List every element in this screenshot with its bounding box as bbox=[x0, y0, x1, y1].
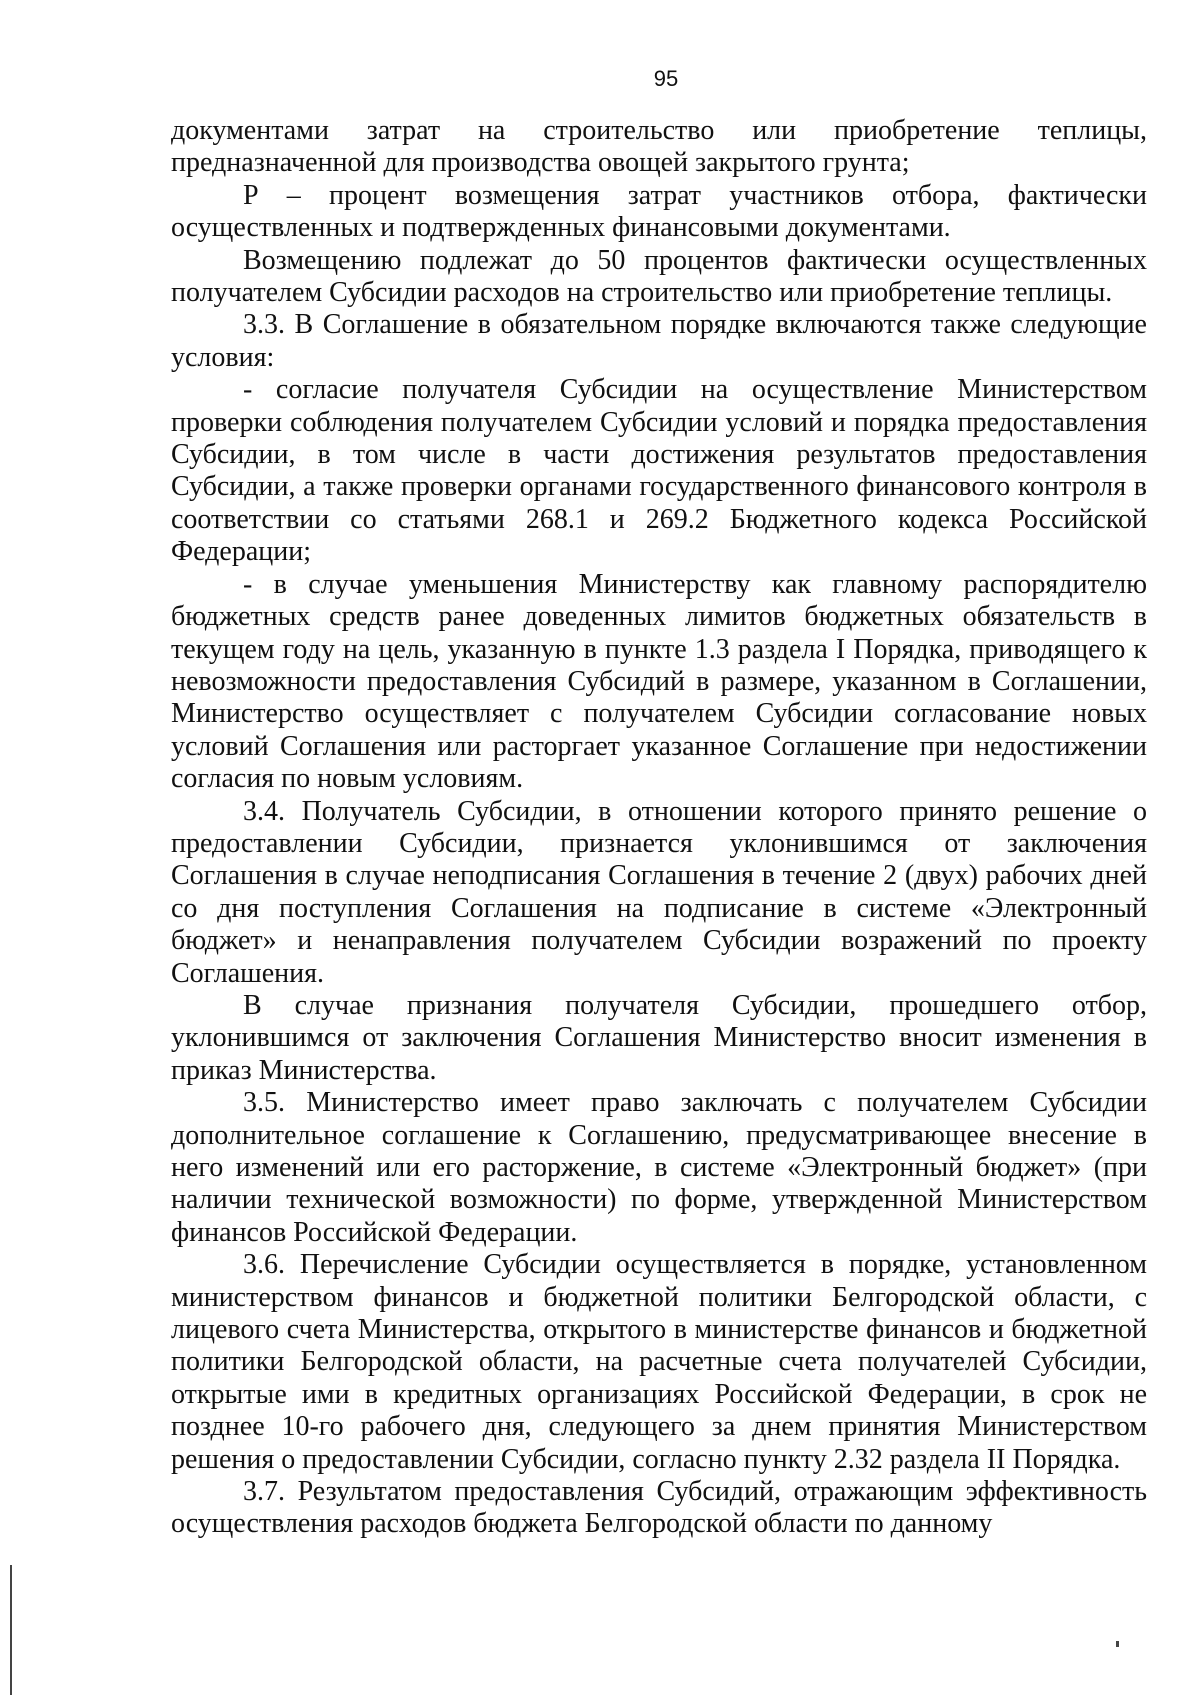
paragraph: документами затрат на строительство или приобретение теплицы, предназначенной для производства овощей закрытого грунта; bbox=[171, 115, 1147, 179]
paragraph: 3.6. Перечисление Субсидии осуществляется в порядке, установленном министерством финансов и бюджетной политики Белгородской области, с лицевого счета Министерства, открытого в министерстве финансов и бюджетной политики Белгородской области, на расчетные счета получателей Субсидии, открытые ими в кредитных организациях Российской Федерации, в срок не позднее 10-го рабочего дня, следующего за днем принятия Министерством решения о предоставлении Субсидии, согласно пункту 2.32 раздела II Порядка. bbox=[171, 1249, 1147, 1475]
paragraph: - в случае уменьшения Министерству как главному распорядителю бюджетных средств ранее доведенных лимитов бюджетных обязательств в текущем году на цель, указанную в пункте 1.3 раздела I Порядка, приводящего к невозможности предоставления Субсидий в размере, указанном в Соглашении, Министерство осуществляет с получателем Субсидии согласование новых условий Соглашения или расторгает указанное Соглашение при недостижении согласия по новым условиям. bbox=[171, 568, 1147, 795]
paragraph: Р – процент возмещения затрат участников отбора, фактически осуществленных и подтвержденных финансовыми документами. bbox=[171, 179, 1147, 244]
scan-dot bbox=[1116, 1641, 1119, 1647]
paragraph: 3.3. В Соглашение в обязательном порядке включаются также следующие условия: bbox=[171, 309, 1147, 373]
page-number: 95 bbox=[653, 66, 679, 91]
paragraph: 3.4. Получатель Субсидии, в отношении которого принято решение о предоставлении Субсидии, признается уклонившимся от заключения Соглашения в случае неподписания Соглашения в течение 2 (двух) рабочих дней со дня поступления Соглашения на подписание в системе «Электронный бюджет» и ненаправления получателем Субсидии возражений по проекту Соглашения. bbox=[171, 795, 1147, 989]
document-body bbox=[171, 115, 1147, 1541]
paragraph: - согласие получателя Субсидии на осуществление Министерством проверки соблюдения получателем Субсидии условий и порядка предоставления Субсидии, в том числе в части достижения результатов предоставления Субсидии, а также проверки органами государственного финансового контроля в соответствии со статьями 268.1 и 269.2 Бюджетного кодекса Российской Федерации; bbox=[171, 374, 1147, 568]
paragraph: 3.5. Министерство имеет право заключать с получателем Субсидии дополнительное соглашение к Соглашению, предусматривающее внесение в него изменений или его расторжение, в системе «Электронный бюджет» (при наличии технической возможности) по форме, утвержденной Министерством финансов Российской Федерации. bbox=[171, 1087, 1147, 1248]
paragraph: 3.7. Результатом предоставления Субсидий, отражающим эффективность осуществления расходов бюджета Белгородской области по данному bbox=[171, 1476, 1147, 1540]
paragraph: Возмещению подлежат до 50 процентов фактически осуществленных получателем Субсидии расходов на строительство или приобретение теплицы. bbox=[171, 244, 1147, 309]
scan-edge-line bbox=[10, 1565, 12, 1695]
paragraph: В случае признания получателя Субсидии, прошедшего отбор, уклонившимся от заключения Соглашения Министерство вносит изменения в приказ Министерства. bbox=[171, 989, 1147, 1086]
